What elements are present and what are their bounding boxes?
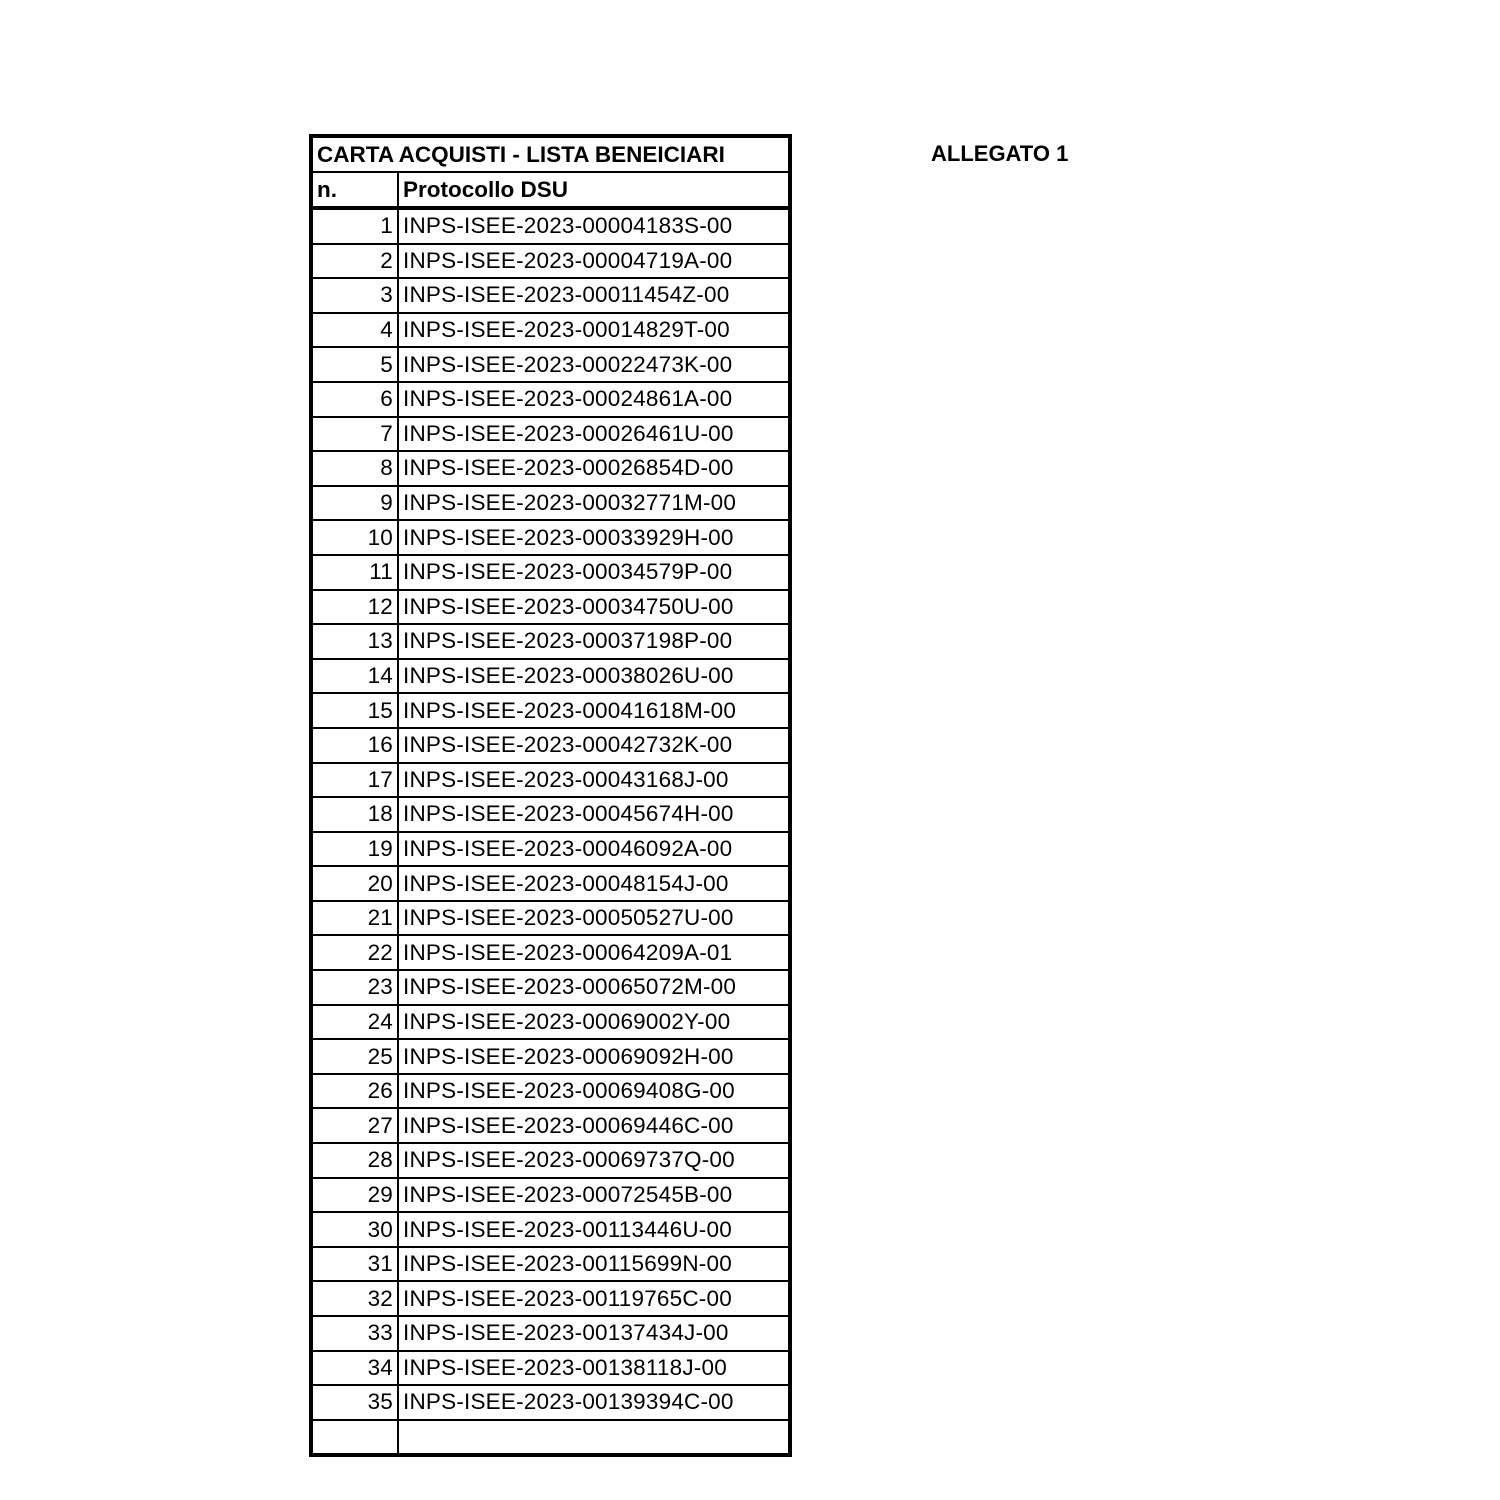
row-number: 22 <box>311 935 398 970</box>
table-row <box>311 901 790 936</box>
row-number: 3 <box>311 278 398 313</box>
table-row <box>311 970 790 1005</box>
table-row <box>311 1178 790 1213</box>
row-protocol: INPS-ISEE-2023-00119765C-00 <box>398 1281 790 1316</box>
row-number: 6 <box>311 382 398 417</box>
row-number: 5 <box>311 347 398 382</box>
row-protocol: INPS-ISEE-2023-00069002Y-00 <box>398 1005 790 1040</box>
row-protocol: INPS-ISEE-2023-00037198P-00 <box>398 624 790 659</box>
row-number: 7 <box>311 417 398 452</box>
row-protocol: INPS-ISEE-2023-00065072M-00 <box>398 970 790 1005</box>
table-row <box>311 763 790 798</box>
row-number: 26 <box>311 1074 398 1109</box>
empty-cell <box>398 1420 790 1456</box>
table-row <box>311 347 790 382</box>
table-row <box>311 1005 790 1040</box>
row-protocol: INPS-ISEE-2023-00115699N-00 <box>398 1247 790 1282</box>
row-number: 25 <box>311 1039 398 1074</box>
row-number: 2 <box>311 244 398 279</box>
row-number: 31 <box>311 1247 398 1282</box>
row-protocol: INPS-ISEE-2023-00072545B-00 <box>398 1178 790 1213</box>
row-protocol: INPS-ISEE-2023-00034750U-00 <box>398 590 790 625</box>
row-protocol: INPS-ISEE-2023-00069446C-00 <box>398 1108 790 1143</box>
row-protocol: INPS-ISEE-2023-00046092A-00 <box>398 832 790 867</box>
table-row <box>311 693 790 728</box>
table-row <box>311 1385 790 1420</box>
row-protocol: INPS-ISEE-2023-00050527U-00 <box>398 901 790 936</box>
table-row <box>311 1039 790 1074</box>
row-protocol: INPS-ISEE-2023-00038026U-00 <box>398 659 790 694</box>
table-row <box>311 1247 790 1282</box>
row-protocol: INPS-ISEE-2023-00022473K-00 <box>398 347 790 382</box>
row-protocol: INPS-ISEE-2023-00043168J-00 <box>398 763 790 798</box>
row-number: 10 <box>311 520 398 555</box>
row-protocol: INPS-ISEE-2023-00048154J-00 <box>398 866 790 901</box>
row-protocol: INPS-ISEE-2023-00026461U-00 <box>398 417 790 452</box>
row-protocol: INPS-ISEE-2023-00004719A-00 <box>398 244 790 279</box>
table-row <box>311 313 790 348</box>
table-row <box>311 1351 790 1386</box>
row-number: 28 <box>311 1143 398 1178</box>
row-number: 16 <box>311 728 398 763</box>
table-row <box>311 624 790 659</box>
table-row <box>311 417 790 452</box>
row-protocol: INPS-ISEE-2023-00064209A-01 <box>398 935 790 970</box>
row-number: 34 <box>311 1351 398 1386</box>
row-protocol: INPS-ISEE-2023-00026854D-00 <box>398 451 790 486</box>
row-protocol: INPS-ISEE-2023-00024861A-00 <box>398 382 790 417</box>
row-number: 15 <box>311 693 398 728</box>
row-protocol: INPS-ISEE-2023-00004183S-00 <box>398 208 790 244</box>
table-row <box>311 1108 790 1143</box>
table-row <box>311 659 790 694</box>
table-row <box>311 486 790 521</box>
table-row <box>311 797 790 832</box>
row-number: 1 <box>311 208 398 244</box>
row-protocol: INPS-ISEE-2023-00042732K-00 <box>398 728 790 763</box>
column-header-number: n. <box>311 172 398 208</box>
row-protocol: INPS-ISEE-2023-00034579P-00 <box>398 555 790 590</box>
table-row-continuation <box>311 1420 790 1456</box>
table-row <box>311 382 790 417</box>
table-row <box>311 1074 790 1109</box>
table-row <box>311 935 790 970</box>
table-row <box>311 1143 790 1178</box>
table-row <box>311 866 790 901</box>
row-protocol: INPS-ISEE-2023-00113446U-00 <box>398 1212 790 1247</box>
table-row <box>311 1281 790 1316</box>
row-number: 21 <box>311 901 398 936</box>
row-number: 32 <box>311 1281 398 1316</box>
table-header-row <box>311 172 790 208</box>
row-number: 12 <box>311 590 398 625</box>
row-protocol: INPS-ISEE-2023-00041618M-00 <box>398 693 790 728</box>
row-number: 11 <box>311 555 398 590</box>
row-number: 27 <box>311 1108 398 1143</box>
row-number: 20 <box>311 866 398 901</box>
empty-cell <box>311 1420 398 1456</box>
row-number: 18 <box>311 797 398 832</box>
row-number: 9 <box>311 486 398 521</box>
table-row <box>311 832 790 867</box>
annex-label: ALLEGATO 1 <box>931 141 1069 166</box>
beneficiaries-table <box>309 134 792 1457</box>
row-protocol: INPS-ISEE-2023-00014829T-00 <box>398 313 790 348</box>
row-number: 19 <box>311 832 398 867</box>
table-row <box>311 590 790 625</box>
row-protocol: INPS-ISEE-2023-00011454Z-00 <box>398 278 790 313</box>
row-protocol: INPS-ISEE-2023-00069737Q-00 <box>398 1143 790 1178</box>
table-row <box>311 451 790 486</box>
table-title: CARTA ACQUISTI - LISTA BENEICIARI <box>311 136 790 172</box>
table-row <box>311 555 790 590</box>
row-protocol: INPS-ISEE-2023-00138118J-00 <box>398 1351 790 1386</box>
row-number: 23 <box>311 970 398 1005</box>
row-number: 8 <box>311 451 398 486</box>
row-number: 17 <box>311 763 398 798</box>
table-row <box>311 278 790 313</box>
row-protocol: INPS-ISEE-2023-00045674H-00 <box>398 797 790 832</box>
row-number: 35 <box>311 1385 398 1420</box>
table-row <box>311 1212 790 1247</box>
row-protocol: INPS-ISEE-2023-00069408G-00 <box>398 1074 790 1109</box>
table-row <box>311 208 790 244</box>
table-title-row <box>311 136 790 172</box>
table-row <box>311 244 790 279</box>
row-number: 14 <box>311 659 398 694</box>
table-row <box>311 1316 790 1351</box>
row-number: 33 <box>311 1316 398 1351</box>
row-number: 30 <box>311 1212 398 1247</box>
row-number: 29 <box>311 1178 398 1213</box>
row-protocol: INPS-ISEE-2023-00137434J-00 <box>398 1316 790 1351</box>
row-number: 24 <box>311 1005 398 1040</box>
row-protocol: INPS-ISEE-2023-00069092H-00 <box>398 1039 790 1074</box>
table-row <box>311 728 790 763</box>
row-protocol: INPS-ISEE-2023-00139394C-00 <box>398 1385 790 1420</box>
row-protocol: INPS-ISEE-2023-00032771M-00 <box>398 486 790 521</box>
row-number: 13 <box>311 624 398 659</box>
column-header-protocol: Protocollo DSU <box>398 172 790 208</box>
row-number: 4 <box>311 313 398 348</box>
row-protocol: INPS-ISEE-2023-00033929H-00 <box>398 520 790 555</box>
table-row <box>311 520 790 555</box>
